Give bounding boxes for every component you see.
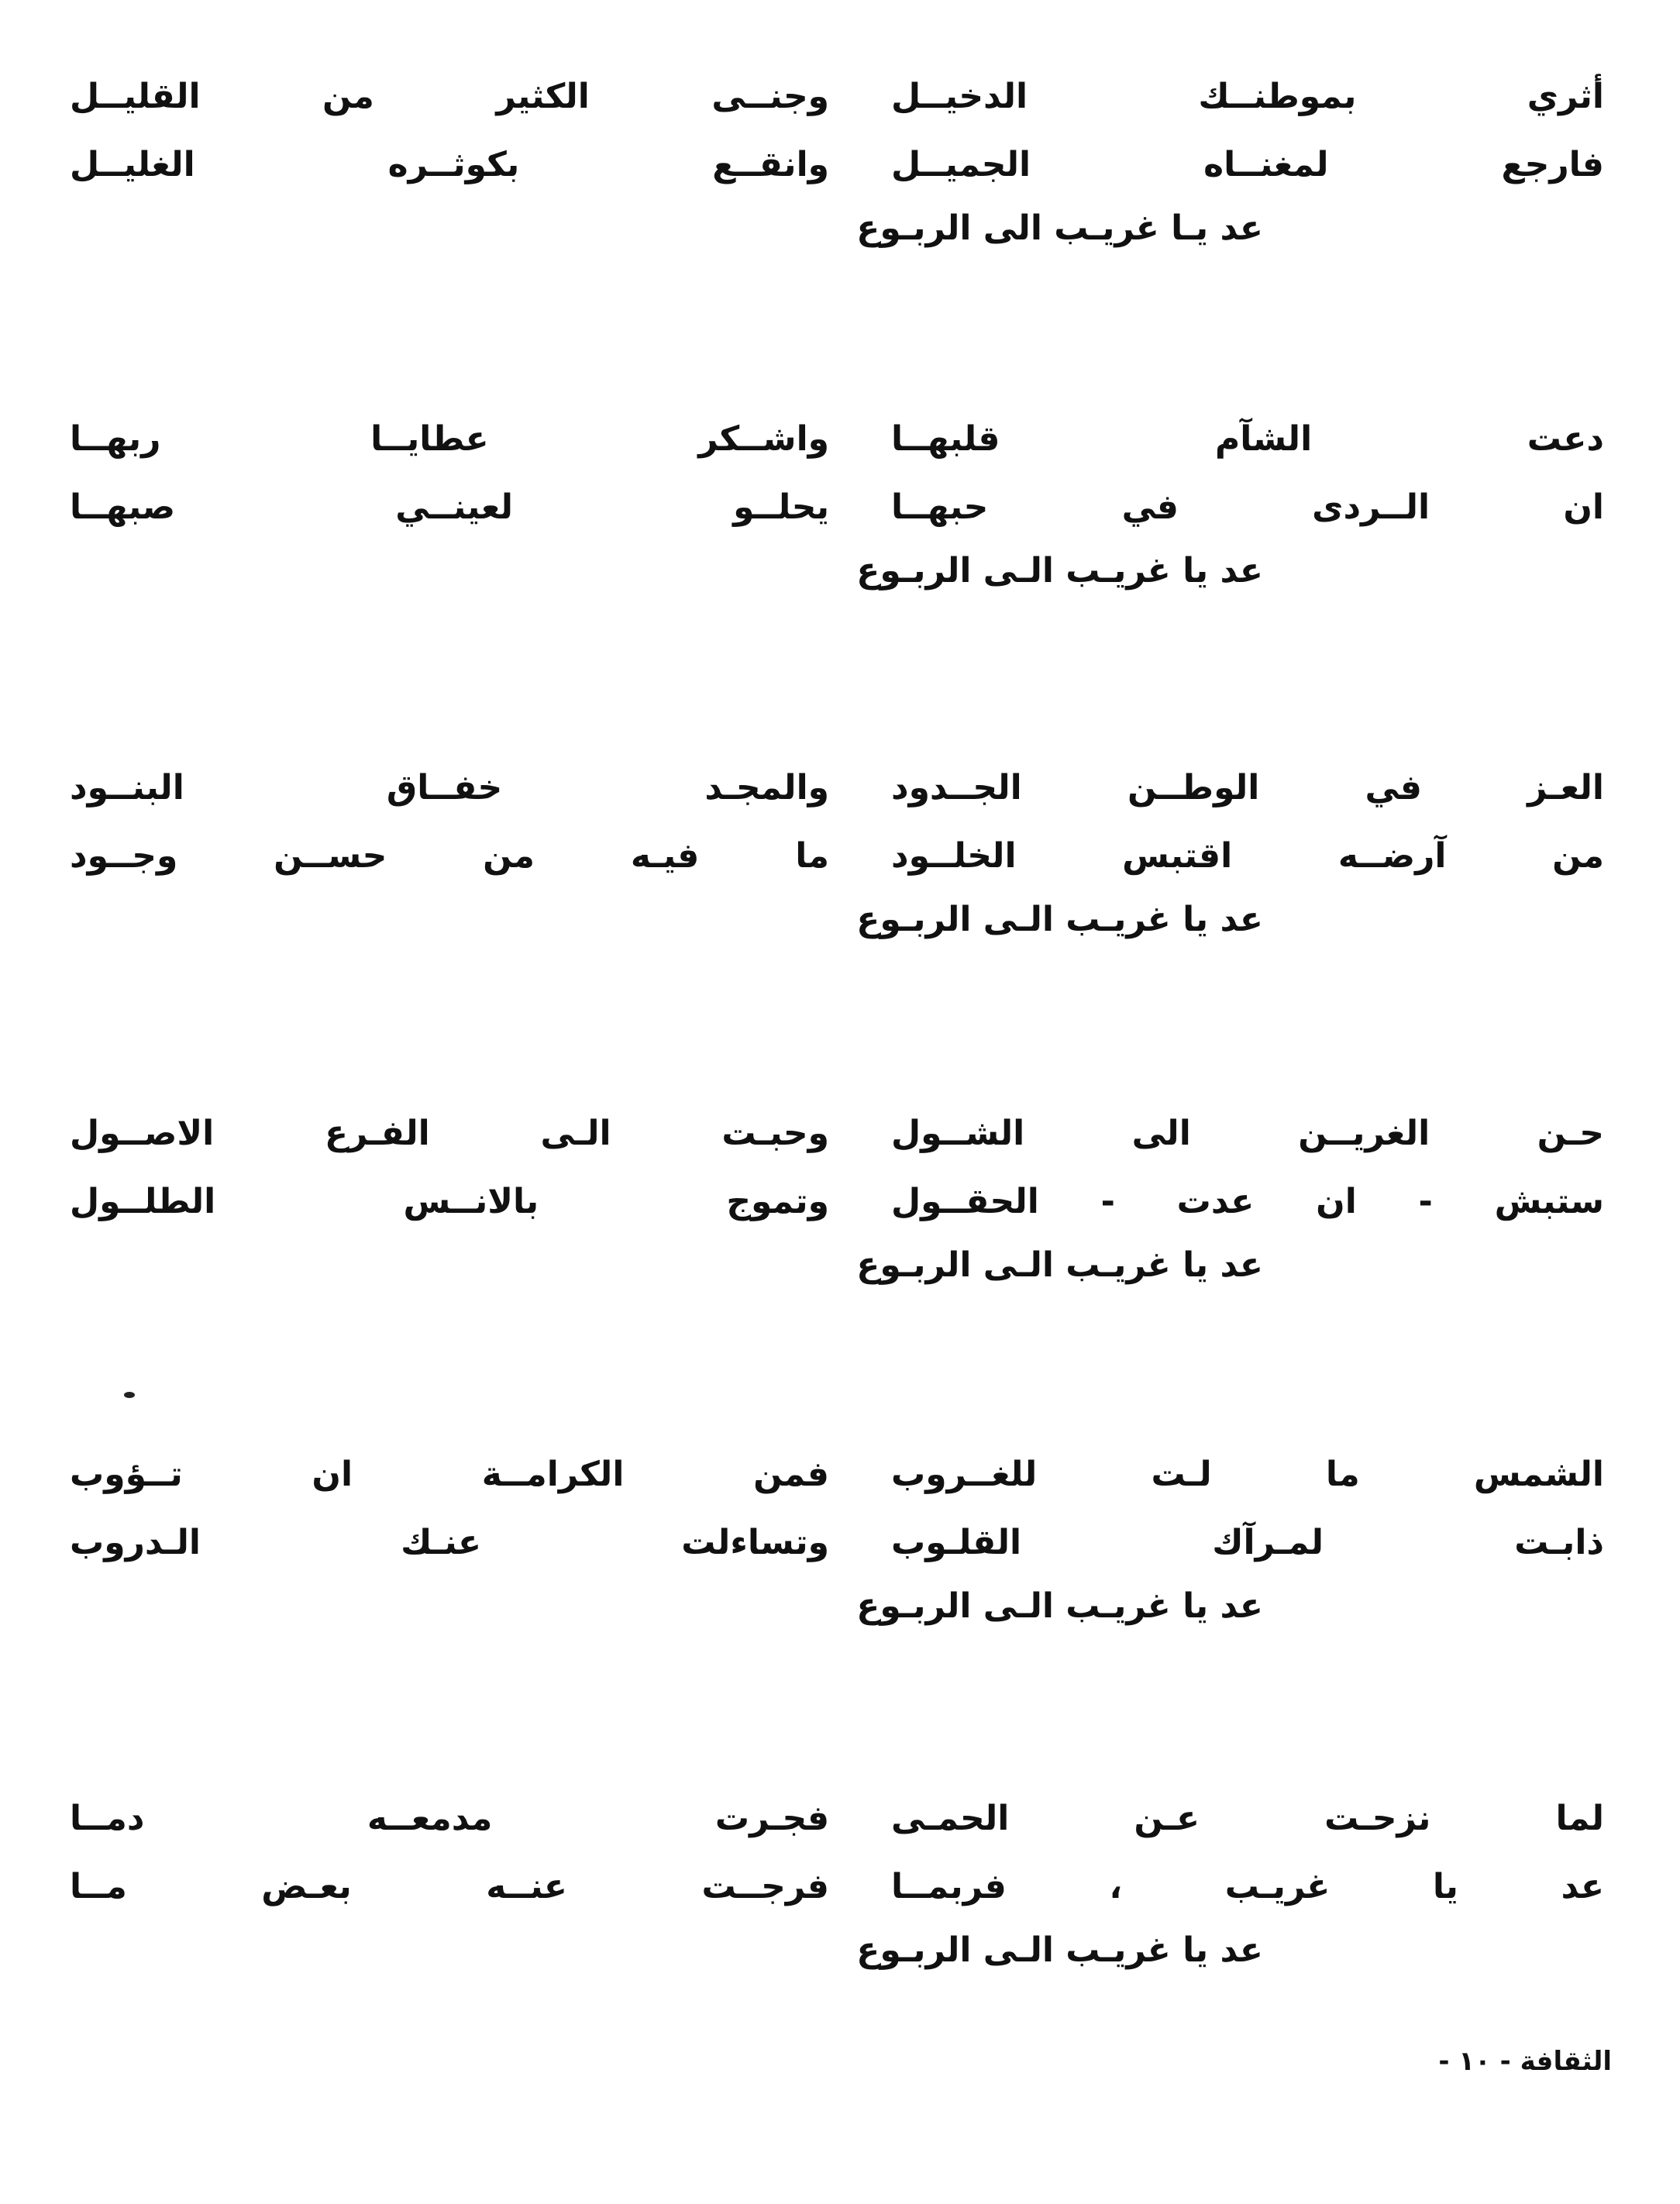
verse-second-hemistich: وجنــى الكثير من القليــل [70, 77, 829, 116]
refrain-line: عد يا غريـب الـى الربـوع [856, 1245, 1263, 1285]
verse-line [70, 1860, 1604, 1914]
verse-second-hemistich: فجـرت مدمعــه دمــا [70, 1799, 829, 1838]
verse-first-hemistich: عد يا غريـب ، فربمــا [891, 1867, 1604, 1906]
verse-second-hemistich: وتساءلت عنـك الـدروب [70, 1523, 829, 1562]
verse-line [70, 1175, 1604, 1229]
verse-line [70, 412, 1604, 467]
verse-line [70, 829, 1604, 883]
stanza-4 [70, 1107, 1604, 1324]
stanza-6 [70, 1792, 1604, 2009]
verse-second-hemistich: واشــكر عطايــا ربهــا [70, 419, 829, 459]
verse-first-hemistich: أثري بموطنــك الدخيــل [891, 77, 1604, 116]
verse-line [70, 138, 1604, 192]
refrain-line: عد يـا غريـب الى الربـوع [856, 208, 1263, 248]
stanza-3 [70, 761, 1604, 978]
verse-first-hemistich: ذابـت لمـرآك القلـوب [891, 1523, 1604, 1562]
verse-first-hemistich: دعت الشآم قلبهــا [891, 419, 1604, 459]
verse-first-hemistich: العـز في الوطــن الجــدود [891, 768, 1604, 808]
refrain-line: عد يا غريـب الـى الربـوع [856, 1586, 1263, 1626]
page-footer: الثقافة - ١٠ - [1438, 2046, 1612, 2077]
verse-second-hemistich: يحلــو لعينــي صبهــا [70, 487, 829, 527]
verse-first-hemistich: فارجع لمغنــاه الجميــل [891, 145, 1604, 184]
verse-first-hemistich: حـن الغريــن الى الشــول [891, 1114, 1604, 1153]
stanza-2 [70, 412, 1604, 629]
verse-second-hemistich: فرجــت عنــه بعـض مــا [70, 1867, 829, 1906]
verse-second-hemistich: وتموج بالانــس الطلــول [70, 1182, 829, 1221]
verse-second-hemistich: وانقــع بكوثــره الغليــل [70, 145, 829, 184]
verse-line [70, 70, 1604, 124]
verse-line [70, 1107, 1604, 1161]
verse-first-hemistich: الشمس ما لـت للغــروب [891, 1455, 1604, 1494]
refrain-line: عد يا غريـب الـى الربـوع [856, 1930, 1263, 1970]
stanza-5 [70, 1448, 1604, 1665]
refrain-line: عد يا غريـب الـى الربـوع [856, 900, 1263, 939]
verse-first-hemistich: ستبش - ان عدت - الحقــول [891, 1182, 1604, 1221]
verse-line [70, 761, 1604, 815]
verse-second-hemistich: وحبـت الـى الفـرع الاصــول [70, 1114, 829, 1153]
verse-second-hemistich: والمجـد خفــاق البنــود [70, 768, 829, 808]
verse-line [70, 1448, 1604, 1502]
verse-second-hemistich: فمن الكرامــة ان تــؤوب [70, 1455, 829, 1494]
verse-first-hemistich: لما نزحـت عـن الحمـى [891, 1799, 1604, 1838]
scan-speck [124, 1392, 135, 1398]
verse-line [70, 1792, 1604, 1846]
verse-first-hemistich: من آرضــه اقتبس الخلــود [891, 836, 1604, 876]
stanza-1 [70, 70, 1604, 287]
verse-first-hemistich: ان الــردى في حبهــا [891, 487, 1604, 527]
verse-line [70, 480, 1604, 535]
refrain-line: عد يا غريـب الـى الربـوع [856, 551, 1263, 591]
verse-second-hemistich: ما فيـه من حســن وجــود [70, 836, 829, 876]
verse-line [70, 1516, 1604, 1570]
